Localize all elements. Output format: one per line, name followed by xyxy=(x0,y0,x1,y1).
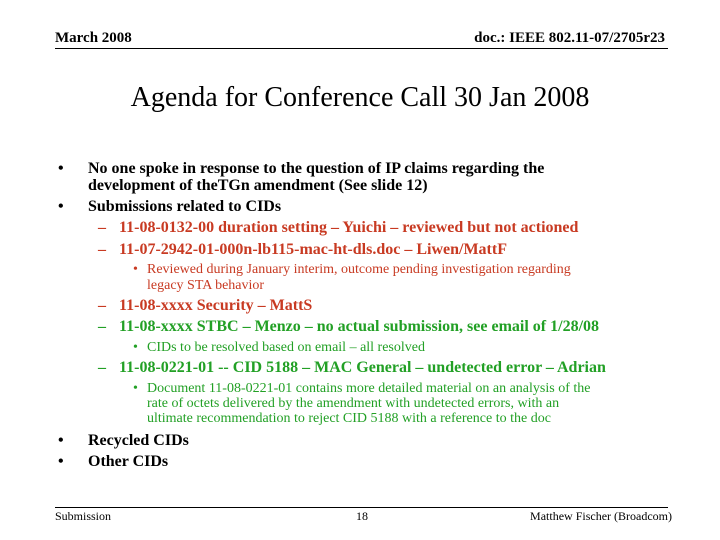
footer-submission: Submission xyxy=(55,509,112,523)
bullet-marker: • xyxy=(58,198,64,215)
note-0221-line3: ultimate recommendation to reject CID 5188 with a reference to the doc xyxy=(147,411,551,426)
bullet-recycled: Recycled CIDs xyxy=(88,432,189,449)
dash-marker: – xyxy=(98,318,106,335)
bullet-marker: • xyxy=(133,381,138,396)
bullet-other: Other CIDs xyxy=(88,453,169,470)
page-number: 18 xyxy=(356,509,368,523)
dash-marker: – xyxy=(98,219,106,236)
slide-title: Agenda for Conference Call 30 Jan 2008 xyxy=(130,82,590,113)
bullet-marker: • xyxy=(133,262,138,277)
bullet-marker: • xyxy=(133,340,138,355)
bullet-ip-line1: No one spoke in response to the question of IP claims regarding the xyxy=(88,160,545,177)
note-0221-line2: rate of octets delivered by the amendment with undetected errors, with an xyxy=(147,396,560,411)
bullet-marker: • xyxy=(58,453,64,470)
footer-rule xyxy=(55,507,668,508)
note-0221-line1: Document 11-08-0221-01 contains more detailed material on an analysis of the xyxy=(147,381,591,396)
note-2942-line1: Reviewed during January interim, outcome pending investigation regarding xyxy=(147,262,571,277)
dash-marker: – xyxy=(98,359,106,376)
bullet-marker: • xyxy=(58,160,64,177)
sub-item-0221: 11-08-0221-01 -- CID 5188 – MAC General – undetected error – Adrian xyxy=(119,359,606,376)
sub-item-2942: 11-07-2942-01-000n-lb115-mac-ht-dls.doc – Liwen/MattF xyxy=(119,241,507,258)
sub-item-security: 11-08-xxxx Security – MattS xyxy=(119,297,313,314)
note-stbc: CIDs to be resolved based on email – all resolved xyxy=(147,340,425,355)
sub-item-0132: 11-08-0132-00 duration setting – Yuichi – reviewed but not actioned xyxy=(119,219,579,236)
bullet-marker: • xyxy=(58,432,64,449)
header-date: March 2008 xyxy=(55,30,132,46)
bullet-submissions: Submissions related to CIDs xyxy=(88,198,282,215)
sub-item-stbc: 11-08-xxxx STBC – Menzo – no actual submission, see email of 1/28/08 xyxy=(119,318,600,335)
dash-marker: – xyxy=(98,297,106,314)
header-rule xyxy=(55,48,668,49)
dash-marker: – xyxy=(98,241,106,258)
bullet-ip-line2: development of theTGn amendment (See slide 12) xyxy=(88,177,428,194)
header-doc-id: doc.: IEEE 802.11-07/2705r23 xyxy=(474,30,665,46)
note-2942-line2: legacy STA behavior xyxy=(147,278,265,293)
footer-author: Matthew Fischer (Broadcom) xyxy=(530,509,672,523)
